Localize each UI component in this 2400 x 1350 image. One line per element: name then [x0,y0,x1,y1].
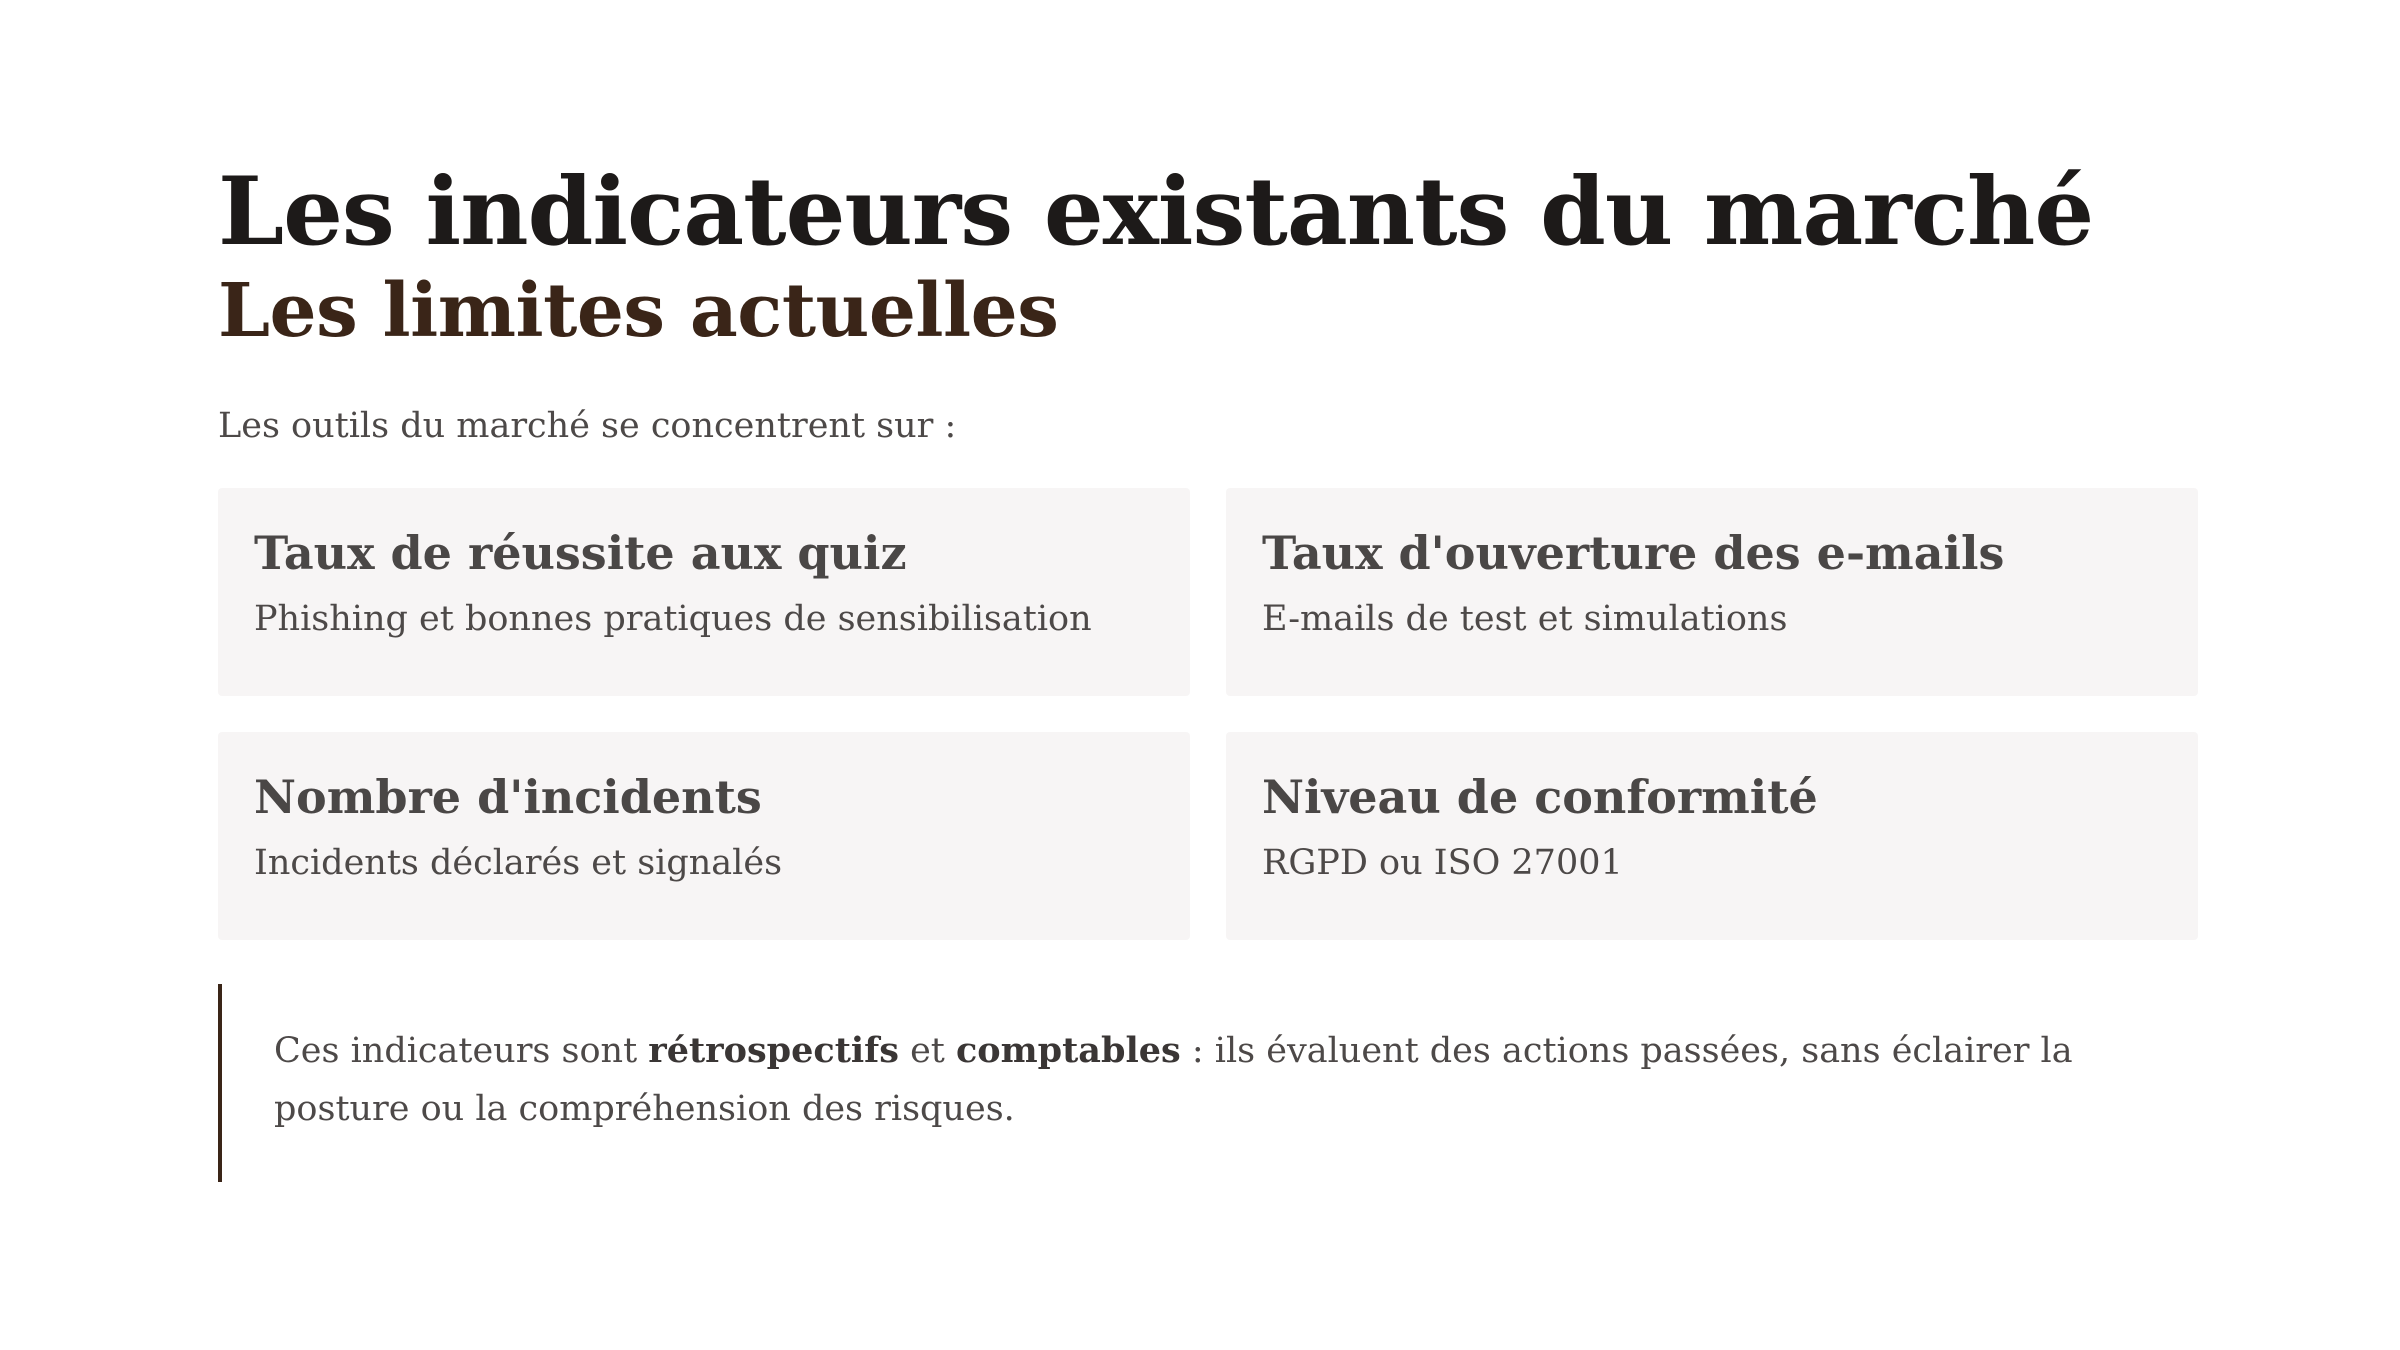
indicator-card-quiz [218,488,1190,696]
quote-text: Ces indicateurs sont [274,1030,649,1071]
indicator-card-email-open-rate [1226,488,2198,696]
card-title: Nombre d'incidents [254,769,762,824]
intro-text: Les outils du marché se concentrent sur : [218,406,957,447]
key-takeaway-quote [218,984,2182,1182]
quote-text: et [898,1030,956,1071]
quote-emphasis-retrospective: rétrospectifs [648,1029,899,1071]
card-title: Taux de réussite aux quiz [254,525,907,580]
card-description: E-mails de test et simulations [1262,599,1788,640]
page-subtitle: Les limites actuelles [218,268,1059,355]
card-description: Phishing et bonnes pratiques de sensibilisation [254,599,1092,640]
card-description: Incidents déclarés et signalés [254,843,783,884]
quote-text: : ils évaluent des actions passées, sans éclairer la posture ou la compréhension des risques. [274,1030,2073,1129]
indicator-cards [218,488,2182,940]
indicator-card-incidents [218,732,1190,940]
card-title: Taux d'ouverture des e-mails [1262,525,2005,580]
card-title: Niveau de conformité [1262,769,1818,824]
card-description: RGPD ou ISO 27001 [1262,843,1623,884]
indicator-card-compliance [1226,732,2198,940]
page-title: Les indicateurs existants du marché [218,157,2094,267]
quote-emphasis-accounting: comptables [955,1029,1181,1071]
